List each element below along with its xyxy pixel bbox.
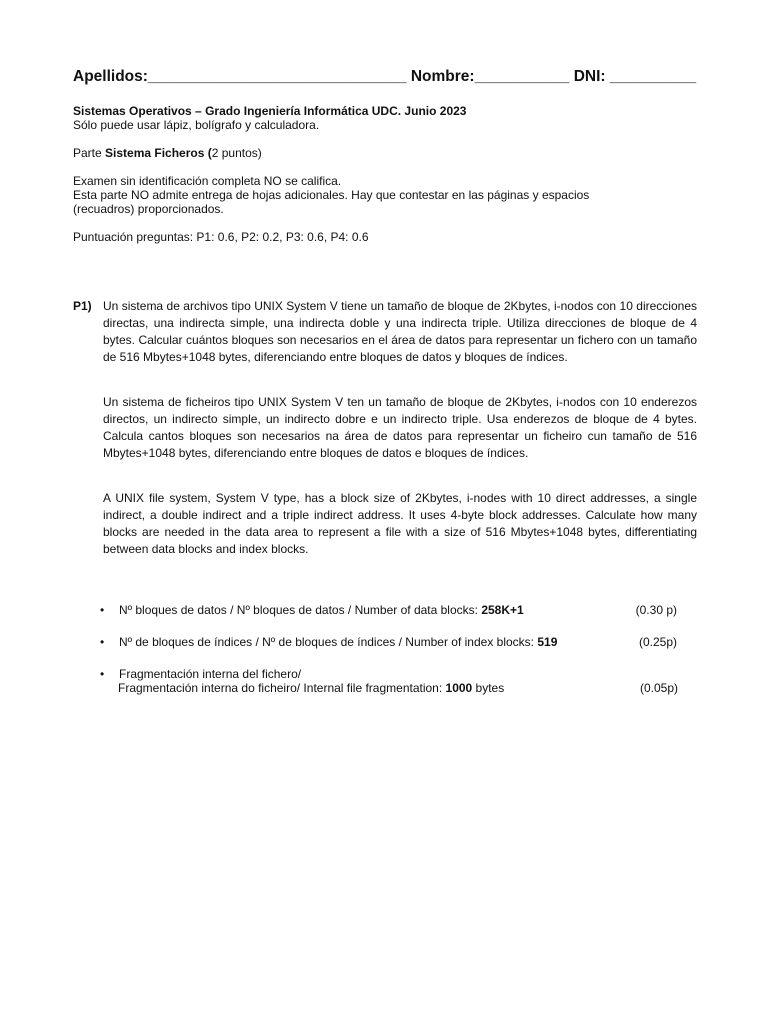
answer-text: [119, 603, 524, 618]
answer-label: Nº bloques de datos / Nº bloques de datos / Number of data blocks:: [119, 603, 482, 617]
dni-field: __________: [609, 68, 697, 85]
question-text-galician: Un sistema de ficheiros tipo UNIX System V ten un tamaño de bloque de 2Kbytes, i-nodos con 10 enderezos directos, un indirecto simple, un indirecto dobre e un indirecto triple. Usa enderezos de bloque de 4 bytes. Calcula cantos bloques son necesarios na área de datos para representar un ficheiro cun tamaño de 516 Mbytes+1048 bytes, diferenciando entre bloques de datos e bloques de índices.: [103, 395, 697, 460]
part-name: Sistema Ficheros (: [105, 146, 212, 160]
answer-label-line2: Fragmentación interna do ficheiro/ Internal file fragmentation:: [118, 681, 446, 695]
question-text-spanish: Un sistema de archivos tipo UNIX System V tiene un tamaño de bloque de 2Kbytes, i-nodos con 10 direcciones directas, una indirecta simple, una indirecta doble y una indirecta triple. Utiliza direcciones de bloque de 4 bytes. Calcular cuántos bloques son necesarios en el área de datos para representar un fichero con un tamaño de 516 Mbytes+1048 bytes, diferenciando entre bloques de datos y bloques de índices.: [103, 299, 697, 364]
answer-points: (0.25p): [638, 635, 677, 649]
scoring-line: Puntuación preguntas: P1: 0.6, P2: 0.2, P3: 0.6, P4: 0.6: [73, 230, 369, 244]
note-sheets: Esta parte NO admite entrega de hojas adicionales. Hay que contestar en las páginas y espacios: [73, 188, 590, 202]
note-boxes: (recuadros) proporcionados.: [73, 202, 224, 216]
answer-points: (0.05p): [639, 681, 678, 695]
answer-label: Nº de bloques de índices / Nº de bloques de índices / Number of index blocks:: [119, 635, 538, 649]
bullet-icon: •: [100, 667, 105, 681]
allowed-materials: Sólo puede usar lápiz, bolígrafo y calculadora.: [73, 118, 320, 132]
identification-header: [73, 68, 696, 86]
apellidos-label: Apellidos:: [73, 68, 148, 85]
part-prefix: Parte: [73, 146, 106, 160]
answer-value: 1000: [445, 681, 473, 695]
dni-label: DNI:: [573, 68, 606, 85]
question-label: P1): [73, 299, 92, 313]
question-text-english: A UNIX file system, System V type, has a block size of 2Kbytes, i-nodes with 10 direct addresses, a single indirect, a double indirect and a triple indirect address. It uses 4-byte block addresses. Calculate how many blocks are needed in the data area to represent a file with a size of 516 Mbytes+1048 bytes, differentiating between data blocks and index blocks.: [103, 491, 697, 556]
part-heading: [73, 146, 262, 161]
nombre-field: ___________: [474, 68, 570, 85]
answer-fragmentation: [100, 667, 690, 701]
apellidos-field: ______________________________: [147, 68, 407, 85]
answer-text: [118, 681, 504, 696]
answer-value: 519: [537, 635, 558, 649]
part-points: 2 puntos): [211, 146, 262, 160]
bullet-icon: •: [100, 635, 105, 649]
answer-text: [119, 635, 557, 650]
nombre-label: Nombre:: [410, 68, 475, 85]
answer-points: (0.30 p): [635, 603, 677, 617]
answer-label-line1: Fragmentación interna del fichero/: [119, 667, 302, 681]
exam-title: Sistemas Operativos – Grado Ingeniería Informática UDC. Junio 2023: [73, 104, 467, 118]
answer-unit: bytes: [472, 681, 505, 695]
bullet-icon: •: [100, 603, 105, 617]
answer-value: 258K+1: [481, 603, 524, 617]
note-identification: Examen sin identificación completa NO se califica.: [73, 174, 342, 188]
